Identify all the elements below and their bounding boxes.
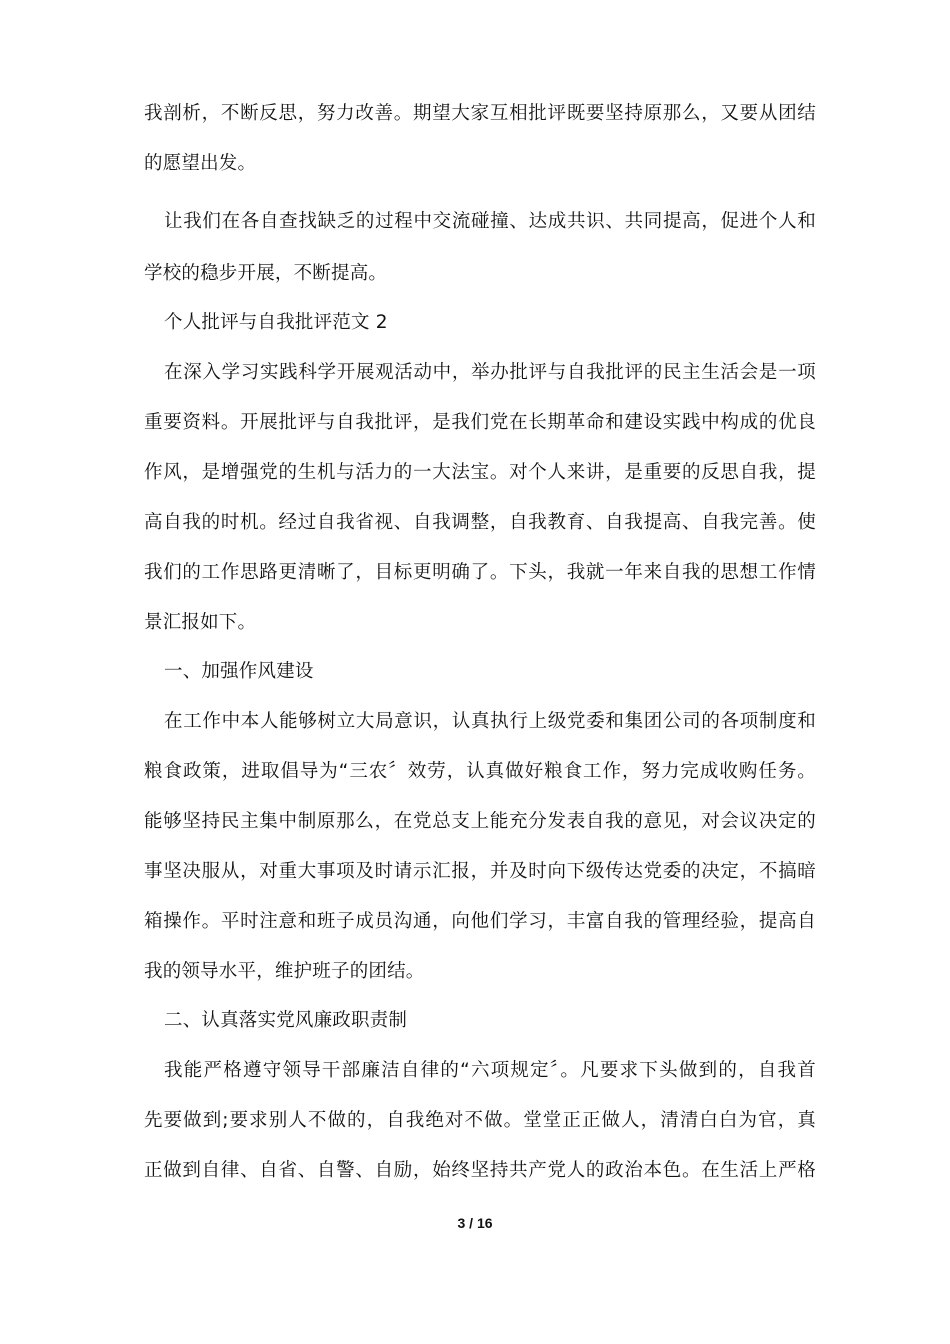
text-line: 粮食政策，进取倡导为“三农〞效劳，认真做好粮食工作，努力完成收购任务。 [144,761,816,782]
text-line: 箱操作。平时注意和班子成员沟通，向他们学习，丰富自我的管理经验，提高自 [144,911,816,932]
text-line: 学校的稳步开展，不断提高。 [144,263,388,284]
text-line: 事坚决服从，对重大事项及时请示汇报，并及时向下级传达党委的决定，不搞暗 [144,861,816,882]
text-line: 高自我的时机。经过自我省视、自我调整，自我教育、自我提高、自我完善。使 [144,512,816,533]
text-line: 我的领导水平，维护班子的团结。 [144,961,425,982]
section-heading: 个人批评与自我批评范文 2 [164,312,388,333]
text-line: 先要做到;要求别人不做的，自我绝对不做。堂堂正正做人，清清白白为官，真 [144,1110,816,1131]
page-number: 3 / 16 [457,1215,493,1231]
text-line: 能够坚持民主集中制原那么，在党总支上能充分发表自我的意见，对会议决定的 [144,811,816,832]
text-line: 作风，是增强党的生机与活力的一大法宝。对个人来讲，是重要的反思自我，提 [144,462,816,483]
section-heading: 二、认真落实党风廉政职责制 [164,1010,408,1031]
text-line: 让我们在各自查找缺乏的过程中交流碰撞、达成共识、共同提高，促进个人和 [164,211,816,232]
text-line: 正做到自律、自省、自警、自励，始终坚持共产党人的政治本色。在生活上严格 [144,1160,816,1181]
text-line: 在深入学习实践科学开展观活动中，举办批评与自我批评的民主生活会是一项 [164,362,816,383]
text-line: 在工作中本人能够树立大局意识，认真执行上级党委和集团公司的各项制度和 [164,711,816,732]
text-line: 景汇报如下。 [144,612,257,633]
text-line: 我能严格遵守领导干部廉洁自律的“六项规定〞。凡要求下头做到的，自我首 [164,1060,816,1081]
text-line: 我剖析，不断反思，努力改善。期望大家互相批评既要坚持原那么，又要从团结 [144,103,816,124]
text-line: 的愿望出发。 [144,153,257,174]
section-heading: 一、加强作风建设 [164,661,314,682]
text-line: 我们的工作思路更清晰了，目标更明确了。下头，我就一年来自我的思想工作情 [144,562,816,583]
text-line: 重要资料。开展批评与自我批评，是我们党在长期革命和建设实践中构成的优良 [144,412,816,433]
